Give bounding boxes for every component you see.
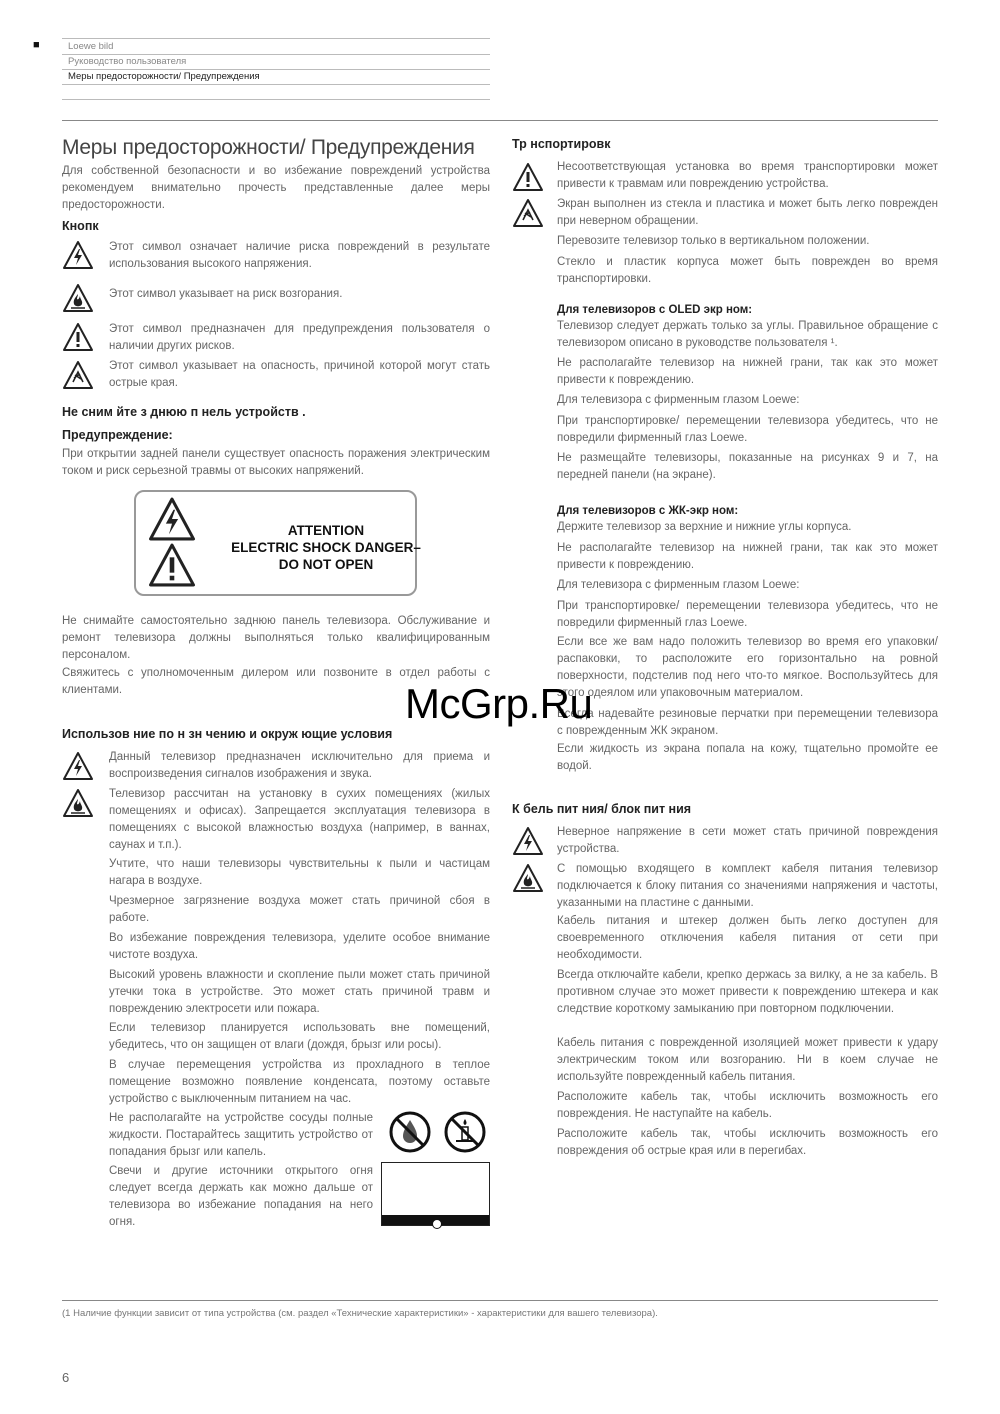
symbol-voltage-text: Этот символ означает наличие риска повреждений в результате использования высокого напряжения. xyxy=(109,241,490,270)
usage-para-6: Высокий уровень влажности и скопление пыли может стать причиной утечки тока в устройстве. Это может стать причиной травм и повреждению электросети или пожара. xyxy=(109,969,490,1015)
usage-heading: Использов ние по н зн чению и окруж ющие условия xyxy=(62,727,393,741)
watermark: McGrp.Ru xyxy=(405,680,593,727)
lcd-para-6: Всегда надевайте резиновые перчатки при перемещении телевизора с поврежденным ЖК экраном. xyxy=(557,708,938,737)
service-text: Не снимайте самостоятельно заднюю панель телевизора. Обслуживание и ремонт телевизора должны выполняться только квалифицированным персоналом. xyxy=(62,615,490,661)
transport-para-2: Экран выполнен из стекла и пластика и может быть легко поврежден при неверном обращении. xyxy=(557,198,938,227)
oled-para-2: Не располагайте телевизор на нижней грани, так как это может привести к повреждению. xyxy=(557,357,938,386)
usage-para-5: Во избежание повреждения телевизора, уделите особое внимание чистоте воздуха. xyxy=(109,932,490,961)
attention-line-1: ATTENTION xyxy=(287,523,365,538)
usage-para-8: В случае перемещения устройства из прохладного в теплое помещение возможно появление конденсата, поэтому оставьте устройство с выключенным питанием на час. xyxy=(109,1059,490,1105)
lcd-para-3: Для телевизора с фирменным глазом Loewe: xyxy=(557,579,800,591)
tv-illustration xyxy=(381,1162,490,1226)
power-para-2: С помощью входящего в комплект кабеля питания телевизор подключается к блоку питания со значениями напряжения и частоты, указанными на пластине с данными. xyxy=(557,863,938,909)
sharp-edges-warning-icon xyxy=(62,360,94,390)
power-para-1: Неверное напряжение в сети может стать причиной повреждения устройства. xyxy=(557,826,938,855)
back-panel-heading: Не сним йте з днюю п нель устройств . xyxy=(62,405,306,419)
lcd-para-5: Если все же вам надо положить телевизор во время его упаковки/распаковки, то расположите его горизонтально на ровной поверхности, подстелив под него что-то мягкое. Воспользуйтесь для этого одеялом или упаковочным материалом. xyxy=(557,636,938,699)
intro-text: Для собственной безопасности и во избежание повреждений устройства рекомендуем внимательно прочесть представленные далее меры предосторожности. xyxy=(62,165,490,211)
transport-para-1: Несоответствующая установка во время транспортировки может привести к травмам или повреждению устройства. xyxy=(557,161,938,190)
buttons-heading: Кнопк xyxy=(62,219,99,233)
power-heading: К бель пит ния/ блок пит ния xyxy=(512,802,692,816)
warning-text: При открытии задней панели существует опасность поражения электрическим током и риск серьезной травмы от высоких напряжений. xyxy=(62,448,490,477)
power-para-6: Расположите кабель так, чтобы исключить возможность его повреждения. Не наступайте на кабель. xyxy=(557,1091,938,1120)
transport-para-4: Стекло и пластик корпуса может быть поврежден во время транспортировки. xyxy=(557,256,938,285)
usage-para-3: Учтите, что наши телевизоры чувствительны к пыли и частицам нагара в воздухе. xyxy=(109,858,490,887)
symbol-fire-text: Этот символ указывает на риск возгорания. xyxy=(109,288,343,300)
page-title: Меры предосторожности/ Предупреждения xyxy=(62,136,475,159)
no-liquids-icon xyxy=(388,1110,432,1154)
usage-para-7: Если телевизор планируется использовать вне помещений, убедитесь, что он защищен от влаги (дождя, брызг или росы). xyxy=(109,1022,490,1051)
transport-heading: Тр нспортировк xyxy=(512,137,611,151)
loewe-eye-icon xyxy=(432,1219,442,1229)
warning-heading: Предупреждение: xyxy=(62,428,173,442)
power-para-5: Кабель питания с поврежденной изоляцией может привести к удару электрическим током или возгоранию. Ни в коем случае не используйте поврежденный кабель питания. xyxy=(557,1037,938,1083)
usage-para-9: Не располагайте на устройстве сосуды полные жидкости. Постарайтесь защитить устройство от попадания брызг или капель. xyxy=(109,1112,373,1158)
high-voltage-warning-icon xyxy=(62,751,94,781)
general-warning-icon xyxy=(512,162,544,192)
footnote: (1 Наличие функции зависит от типа устройства (см. раздел «Технические характеристики» - характеристики для вашего телевизора). xyxy=(62,1308,658,1319)
fire-warning-icon xyxy=(512,863,544,893)
power-para-4: Всегда отключайте кабели, крепко держась за вилку, а не за кабель. В противном случае это может привести к повреждению штекера и как следствие короткому замыканию при повторном подключении. xyxy=(557,969,938,1015)
symbol-sharp-text: Этот символ указывает на опасность, причиной которой могут стать острые края. xyxy=(109,360,490,389)
oled-para-1: Телевизор следует держать только за углы. Правильное обращение с телевизором описано в руководстве пользователя ¹. xyxy=(557,320,938,349)
sharp-edges-warning-icon xyxy=(512,198,544,228)
top-divider xyxy=(62,120,938,121)
page-number: 6 xyxy=(62,1370,70,1385)
header-manual: Руководство пользователя xyxy=(68,56,187,67)
header-section: Меры предосторожности/ Предупреждения xyxy=(68,71,260,82)
attention-text xyxy=(231,522,421,573)
high-voltage-warning-icon xyxy=(512,826,544,856)
usage-para-4: Чрезмерное загрязнение воздуха может стать причиной сбоя в работе. xyxy=(109,895,490,924)
no-open-flame-icon xyxy=(443,1110,487,1154)
fire-warning-icon xyxy=(62,283,94,313)
general-warning-icon xyxy=(146,542,198,588)
lcd-para-1: Держите телевизор за верхние и нижние углы корпуса. xyxy=(557,521,852,533)
power-para-7: Расположите кабель так, чтобы исключить возможность его повреждения об острые края или в перегибах. xyxy=(557,1128,938,1157)
attention-line-2: ELECTRIC SHOCK DANGER– xyxy=(231,540,421,555)
oled-para-3: Для телевизора с фирменным глазом Loewe: xyxy=(557,394,800,406)
oled-para-4: При транспортировке/ перемещении телевизора убедитесь, что не повредили фирменный глаз Loewe. xyxy=(557,415,938,444)
lcd-heading: Для телевизоров с ЖК-экр ном: xyxy=(557,505,739,517)
general-warning-icon xyxy=(62,322,94,352)
bottom-divider xyxy=(62,1300,938,1301)
header-bullet: ■ xyxy=(33,39,40,51)
high-voltage-warning-icon xyxy=(146,496,198,542)
transport-para-3: Перевозите телевизор только в вертикальном положении. xyxy=(557,235,870,247)
header-product: Loewe bild xyxy=(68,41,114,52)
usage-para-1: Данный телевизор предназначен исключительно для приема и воспроизведения сигналов изображения и звука. xyxy=(109,751,490,780)
oled-para-5: Не размещайте телевизоры, показанные на рисунках 9 и 7, на передней панели (на экране). xyxy=(557,452,938,481)
power-para-3: Кабель питания и штекер должен быть легко доступен для своевременного отключения кабеля питания от сети при необходимости. xyxy=(557,915,938,961)
oled-heading: Для телевизоров с OLED экр ном: xyxy=(557,304,753,316)
usage-para-10: Свечи и другие источники открытого огня следует всегда держать как можно дальше от телевизора во избежание попадания на него огня. xyxy=(109,1165,373,1228)
symbol-general-text: Этот символ предназначен для предупреждения пользователя о наличии других рисков. xyxy=(109,323,490,352)
lcd-para-7: Если жидкость из экрана попала на кожу, тщательно промойте ее водой. xyxy=(557,743,938,772)
high-voltage-warning-icon xyxy=(62,240,94,270)
attention-line-3: DO NOT OPEN xyxy=(278,557,374,572)
fire-warning-icon xyxy=(62,788,94,818)
contact-text: Свяжитесь с уполномоченным дилером или позвоните в отдел работы с клиентами. xyxy=(62,667,490,696)
attention-label xyxy=(134,490,421,596)
usage-para-2: Телевизор рассчитан на установку в сухих помещениях (жилых помещениях и офисах). Запрещается эксплуатация телевизора в помещениях с высокой влажностью воздуха (например, в ваннах, саунах и т.п.). xyxy=(109,788,490,851)
lcd-para-2: Не располагайте телевизор на нижней грани, так как это может привести к повреждению. xyxy=(557,542,938,571)
lcd-para-4: При транспортировке/ перемещении телевизора убедитесь, что не повредили фирменный глаз Loewe. xyxy=(557,600,938,629)
